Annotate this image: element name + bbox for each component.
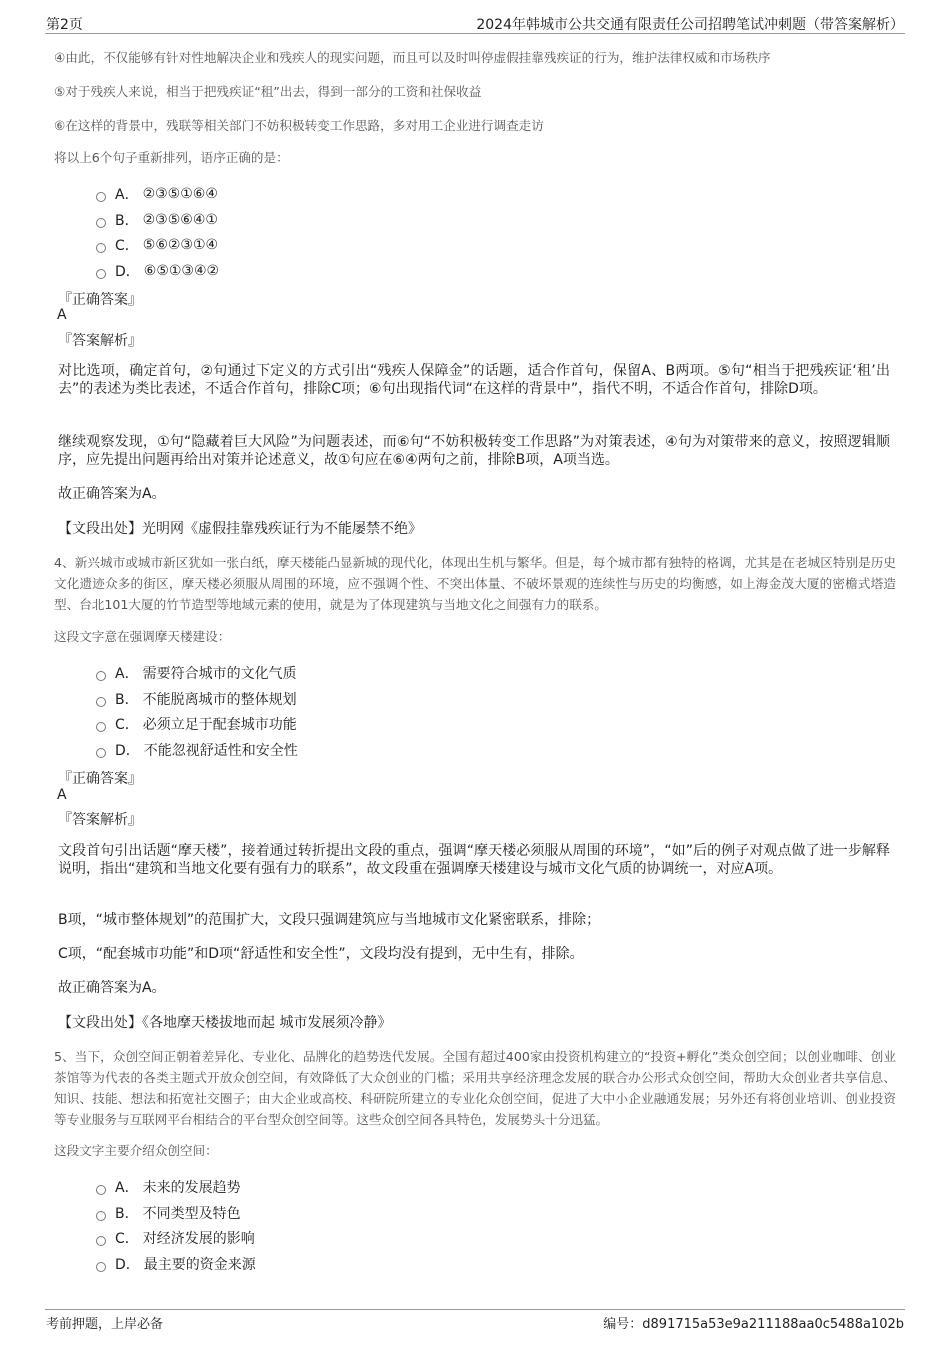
q4-option-c[interactable]	[96, 714, 297, 734]
q4-analysis-2: B项，“城市整体规划”的范围扩大，文段只强调建筑应与当地城市文化紧密联系，排除；	[58, 912, 601, 928]
q3-option-a[interactable]	[96, 184, 218, 204]
radio-icon[interactable]	[96, 218, 106, 228]
q4-option-a[interactable]	[96, 663, 297, 683]
option-text: 必须立足于配套城市功能	[142, 717, 297, 733]
q3-source: 【文段出处】光明网《虚假挂靠残疾证行为不能屡禁不绝》	[58, 521, 422, 537]
page-number: 第2页	[46, 17, 83, 33]
option-letter: D．	[115, 1257, 140, 1273]
q4-answer: A	[57, 787, 67, 803]
q4-analysis-4: 故正确答案为A。	[58, 980, 166, 996]
radio-icon[interactable]	[96, 243, 106, 253]
option-text: 未来的发展趋势	[142, 1180, 241, 1196]
option-letter: C．	[115, 1231, 139, 1247]
radio-icon[interactable]	[96, 1185, 106, 1195]
q3-analysis-2: 继续观察发现，①句“隐藏着巨大风险”为问题表述，而⑥句“不妨积极转变工作思路”为对策表述，④句为对策带来的意义，按照逻辑顺序，应先提出问题再给出对策并论述意义，故①句应在⑥④两句之前，排除B项，A项当选。	[58, 434, 890, 468]
q5-passage: 5、当下，众创空间正朝着差异化、专业化、品牌化的趋势迭代发展。全国有超过400家由投资机构建立的“投资+孵化”类众创空间；以创业咖啡、创业茶馆等为代表的各类主题式开放众创空间，有效降低了大众创业的门槛；采用共享经济理念发展的联合办公形式众创空间，帮助大众创业者共享信息、知识、技能、想法和拓宽社交圈子；由大企业或高校、科研院所建立的专业化众创空间，促进了大中小企业融通发展；另外还有将创业培训、创业投资等专业服务与互联网平台相结合的平台型众创空间等。这些众创空间各具特色，发展势头十分迅猛。	[54, 1049, 896, 1127]
q5-option-d[interactable]	[96, 1254, 256, 1274]
q5-option-c[interactable]	[96, 1228, 255, 1248]
document-code: 编号：d891715a53e9a211188aa0c5488a102b	[603, 1317, 904, 1332]
radio-icon[interactable]	[96, 269, 106, 279]
option-letter: B．	[115, 213, 139, 229]
q3-stem: 将以上6个句子重新排列，语序正确的是：	[54, 150, 289, 165]
option-text: ⑤⑥②③①④	[142, 237, 219, 253]
footer-divider	[45, 1309, 905, 1310]
q3-analysis-1: 对比选项，确定首句，②句通过下定义的方式引出“残疾人保障金”的话题，适合作首句，保留A、B两项。⑤句“相当于把残疾证‘租’出去”的表述为类比表述，不适合作首句，排除C项；⑥句出现指代词“在这样的背景中”，指代不明，不适合作首句，排除D项。	[58, 363, 890, 397]
radio-icon[interactable]	[96, 1262, 106, 1272]
radio-icon[interactable]	[96, 671, 106, 681]
radio-icon[interactable]	[96, 1236, 106, 1246]
q3-sentence-5: ⑤对于残疾人来说，相当于把残疾证“租”出去，得到一部分的工资和社保收益	[54, 84, 482, 99]
option-letter: A．	[115, 1180, 139, 1196]
option-text: 不能脱离城市的整体规划	[142, 692, 297, 708]
option-text: ⑥⑤①③④②	[143, 263, 220, 279]
q4-passage: 4、新兴城市或城市新区犹如一张白纸，摩天楼能凸显新城的现代化，体现出生机与繁华。但是，每个城市都有独特的格调，尤其是在老城区特别是历史文化遗迹众多的街区，摩天楼必须服从周围的环境，应不强调个性、不突出体量、不破坏景观的连续性与历史的均衡感，如上海金茂大厦的密檐式塔造型、台北101大厦的竹节造型等地域元素的使用，就是为了体现建筑与当地文化之间强有力的联系。	[54, 555, 896, 612]
q5-stem: 这段文字主要介绍众创空间：	[54, 1143, 218, 1158]
option-text: ②③⑤⑥④①	[142, 212, 218, 228]
document-title: 2024年韩城市公共交通有限责任公司招聘笔试冲刺题（带答案解析）	[476, 17, 904, 33]
q3-option-b[interactable]	[96, 210, 218, 230]
option-text: 对经济发展的影响	[142, 1231, 255, 1247]
q3-sentence-4: ④由此，不仅能够有针对性地解决企业和残疾人的现实问题，而且可以及时叫停虚假挂靠残疾证的行为，维护法律权威和市场秩序	[54, 50, 771, 65]
radio-icon[interactable]	[96, 748, 106, 758]
option-text: 需要符合城市的文化气质	[142, 666, 297, 682]
q3-answer-label: 『正确答案』	[58, 292, 142, 308]
q3-sentence-6: ⑥在这样的背景中，残联等相关部门不妨积极转变工作思路，多对用工企业进行调查走访	[54, 118, 544, 133]
q4-option-b[interactable]	[96, 689, 297, 709]
q4-analysis-1: 文段首句引出话题“摩天楼”，接着通过转折提出文段的重点，强调“摩天楼必须服从周围的环境”，“如”后的例子对观点做了进一步解释说明，指出“建筑和当地文化要有强有力的联系”，故文段重在强调摩天楼建设与城市文化气质的协调统一，对应A项。	[58, 843, 890, 877]
q4-analysis-label: 『答案解析』	[58, 812, 142, 828]
header-divider	[45, 33, 905, 34]
option-letter: B．	[115, 692, 139, 708]
q3-analysis-3: 故正确答案为A。	[58, 486, 166, 502]
option-text: ②③⑤①⑥④	[142, 186, 218, 202]
option-letter: A．	[115, 666, 139, 682]
q3-option-c[interactable]	[96, 235, 218, 255]
footer-slogan: 考前押题，上岸必备	[46, 1317, 164, 1332]
q4-answer-label: 『正确答案』	[58, 771, 142, 787]
option-text: 不同类型及特色	[142, 1206, 241, 1222]
radio-icon[interactable]	[96, 697, 106, 707]
radio-icon[interactable]	[96, 722, 106, 732]
option-letter: A．	[115, 187, 139, 203]
option-letter: B．	[115, 1206, 139, 1222]
q4-option-d[interactable]	[96, 740, 298, 760]
q5-option-a[interactable]	[96, 1177, 241, 1197]
option-letter: D．	[115, 743, 140, 759]
q4-stem: 这段文字意在强调摩天楼建设：	[54, 629, 231, 644]
option-letter: C．	[115, 238, 139, 254]
option-text: 最主要的资金来源	[143, 1257, 256, 1273]
radio-icon[interactable]	[96, 1211, 106, 1221]
option-letter: D．	[115, 264, 140, 280]
q4-source: 【文段出处】《各地摩天楼拔地而起 城市发展须冷静》	[58, 1015, 392, 1031]
radio-icon[interactable]	[96, 192, 106, 202]
q5-option-b[interactable]	[96, 1203, 241, 1223]
q3-analysis-label: 『答案解析』	[58, 333, 142, 349]
q3-answer: A	[57, 307, 67, 323]
option-text: 不能忽视舒适性和安全性	[143, 743, 298, 759]
q3-option-d[interactable]	[96, 261, 219, 281]
option-letter: C．	[115, 717, 139, 733]
q4-analysis-3: C项，“配套城市功能”和D项“舒适性和安全性”，文段均没有提到，无中生有，排除。	[58, 946, 584, 962]
